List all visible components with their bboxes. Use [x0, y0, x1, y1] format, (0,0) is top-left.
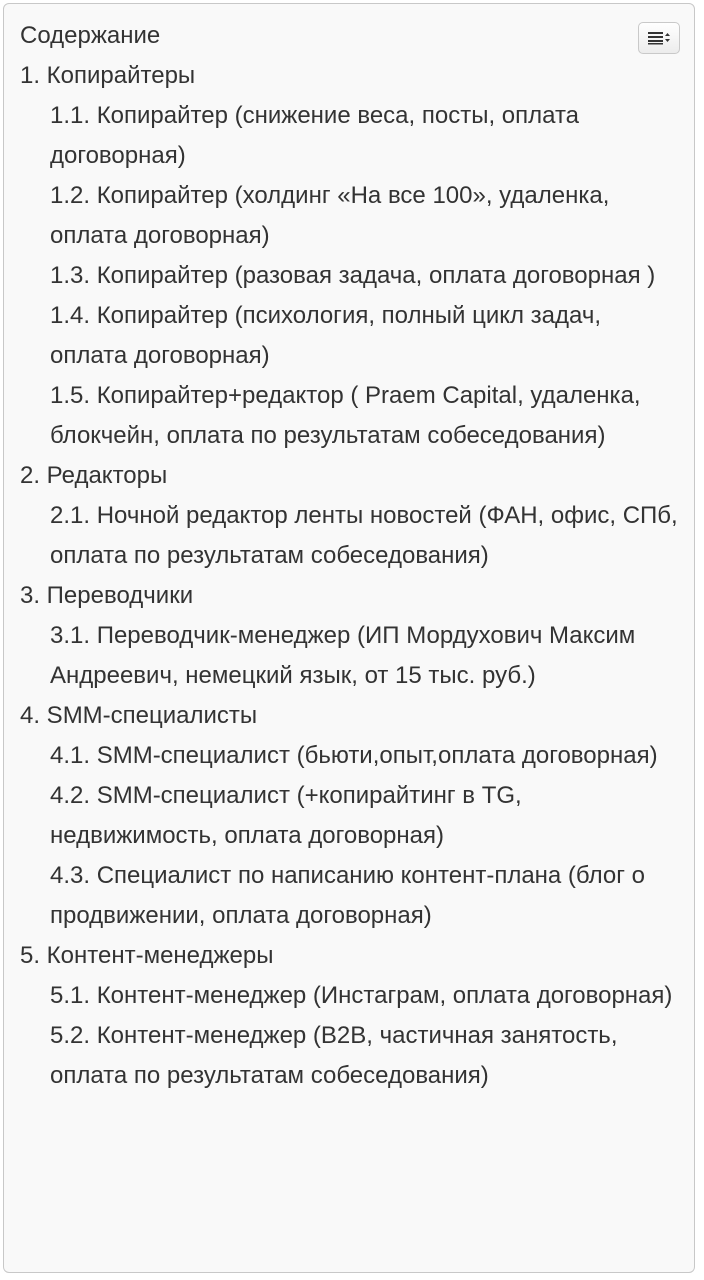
toc-link[interactable]: 5.1. Контент-менеджер (Инстаграм, оплата договорная) [50, 982, 673, 1009]
toc-section [20, 696, 694, 936]
toc-list [20, 56, 694, 1096]
toc-link[interactable]: 1.4. Копирайтер (психология, полный цикл задач, оплата договорная) [50, 302, 602, 369]
toc-link[interactable]: 1.5. Копирайтер+редактор ( Praem Capital, удаленка, блокчейн, оплата по результатам собеседования) [50, 382, 641, 449]
toc-link[interactable]: 1. Копирайтеры [20, 62, 196, 89]
toc-subitem [50, 96, 680, 176]
toc-link[interactable]: 1.3. Копирайтер (разовая задача, оплата договорная ) [50, 262, 656, 289]
table-of-contents [3, 3, 695, 1273]
toc-link[interactable]: 1.1. Копирайтер (снижение веса, посты, оплата договорная) [50, 102, 580, 169]
toc-sublist [20, 736, 694, 936]
toc-link[interactable]: 2. Редакторы [20, 462, 168, 489]
toc-link[interactable]: 4.1. SMM-специалист (бьюти,опыт,оплата договорная) [50, 742, 658, 769]
toc-subitem [50, 176, 680, 256]
toc-subitem [50, 296, 680, 376]
toc-subitem [50, 776, 680, 856]
toc-link[interactable]: 4. SMM-специалисты [20, 702, 258, 729]
toc-link[interactable]: 4.2. SMM-специалист (+копирайтинг в TG, недвижимость, оплата договорная) [50, 782, 522, 849]
toc-link[interactable]: 1.2. Копирайтер (холдинг «На все 100», удаленка, оплата договорная) [50, 182, 610, 249]
toc-sublist [20, 496, 694, 576]
toc-sublist [20, 976, 694, 1096]
toc-subitem [50, 616, 680, 696]
toc-link[interactable]: 5.2. Контент-менеджер (B2B, частичная занятость, оплата по результатам собеседования) [50, 1022, 618, 1089]
toc-link[interactable]: 5. Контент-менеджеры [20, 942, 274, 969]
toc-subitem [50, 496, 680, 576]
toc-toggle-button[interactable] [638, 22, 680, 54]
toc-section [20, 936, 694, 1096]
toc-sublist [20, 96, 694, 456]
toc-link[interactable]: 2.1. Ночной редактор ленты новостей (ФАН, офис, СПб, оплата по результатам собеседования) [50, 502, 678, 569]
toc-link[interactable]: 4.3. Специалист по написанию контент-плана (блог о продвижении, оплата договорная) [50, 862, 645, 929]
toc-title: Содержание [20, 22, 161, 49]
toc-subitem [50, 256, 680, 296]
toc-section [20, 56, 694, 456]
toc-section [20, 576, 694, 696]
toc-subitem [50, 856, 680, 936]
toc-subitem [50, 1016, 680, 1096]
list-toggle-icon [646, 31, 672, 45]
toc-subitem [50, 976, 680, 1016]
toc-link[interactable]: 3.1. Переводчик-менеджер (ИП Мордухович Максим Андреевич, немецкий язык, от 15 тыс. руб.) [50, 622, 636, 689]
toc-subitem [50, 376, 680, 456]
toc-subitem [50, 736, 680, 776]
toc-link[interactable]: 3. Переводчики [20, 582, 194, 609]
toc-sublist [20, 616, 694, 696]
toc-section [20, 456, 694, 576]
